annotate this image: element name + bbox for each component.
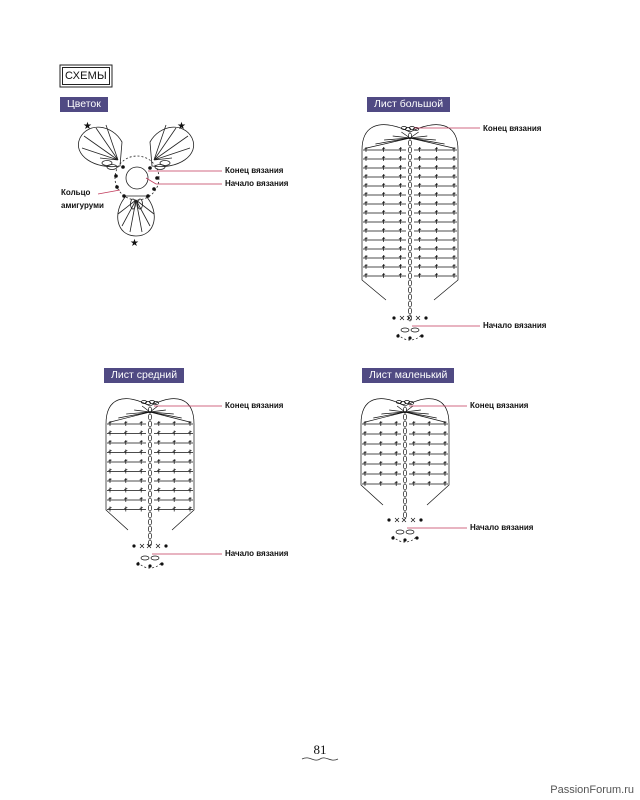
leaf-medium-title-tag: Лист средний xyxy=(104,368,184,383)
flower-ring-label-2: амигуруми xyxy=(61,201,104,210)
flower-title-tag: Цветок xyxy=(60,97,108,112)
leaf-small-end-label: Конец вязания xyxy=(470,401,529,410)
leaf-medium-start-label: Начало вязания xyxy=(225,549,289,558)
flower-ring-label-1: Кольцо xyxy=(61,188,91,197)
leaf-large-title-tag: Лист большой xyxy=(367,97,450,112)
leaf-small-title-tag: Лист маленький xyxy=(362,368,454,383)
leaf-large-end-label: Конец вязания xyxy=(483,124,542,133)
section-label-schemes: СХЕМЫ xyxy=(62,67,110,85)
star-icon: ★ xyxy=(83,121,92,132)
leaf-medium-end-label: Конец вязания xyxy=(225,401,284,410)
flower-start-label: Начало вязания xyxy=(225,179,289,188)
page-number: 81 xyxy=(313,742,327,757)
star-icon: ★ xyxy=(177,121,186,132)
flower-end-label: Конец вязания xyxy=(225,166,284,175)
star-icon: ★ xyxy=(130,238,139,249)
leaf-small-start-label: Начало вязания xyxy=(470,523,534,532)
leaf-large-start-label: Начало вязания xyxy=(483,321,547,330)
watermark: PassionForum.ru xyxy=(550,784,634,796)
